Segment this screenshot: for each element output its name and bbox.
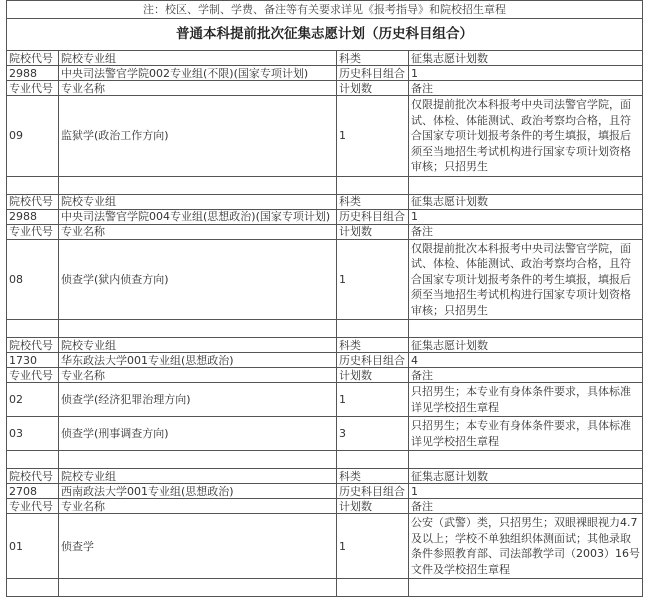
group-count: 1 [409,484,643,499]
header-school-code: 院校代号 [7,51,59,66]
header-major-count: 计划数 [337,368,409,383]
header-plan-count: 征集志愿计划数 [409,51,643,66]
major-header-row [7,81,643,96]
major-header-row [7,368,643,383]
header-major-name: 专业名称 [59,499,337,514]
major-remark: 仅限提前批次本科报考中央司法警官学院，面试、体检、体能测试、政治考察均合格，且符合国家专项计划报考条件的考生填报，填报后须至当地招生考试机构进行国家专项计划资格审核；只招男生 [409,239,643,320]
header-category: 科类 [337,469,409,484]
group-header-row [7,194,643,209]
major-name: 侦查学(狱内侦查方向) [59,239,337,320]
group-name: 西南政法大学001专业组(思想政治) [59,484,337,499]
group-code: 1730 [7,353,59,368]
header-school-group: 院校专业组 [59,194,337,209]
group-code: 2988 [7,209,59,224]
major-remark: 公安（武警）类，只招男生；双眼裸眼视力4.7及以上；学校不单独组织体测面试；其他录取条件参照教育部、司法部教学司（2003）16号文件及学校招生章程 [409,514,643,579]
header-category: 科类 [337,51,409,66]
title-row [7,19,643,51]
header-remark: 备注 [409,81,643,96]
major-header-row [7,224,643,239]
major-name: 监狱学(政治工作方向) [59,96,337,177]
header-school-group: 院校专业组 [59,338,337,353]
major-row [7,96,643,177]
header-school-code: 院校代号 [7,194,59,209]
group-row [7,66,643,81]
header-major-count: 计划数 [337,224,409,239]
header-major-code: 专业代号 [7,368,59,383]
header-remark: 备注 [409,368,643,383]
header-major-count: 计划数 [337,499,409,514]
header-major-count: 计划数 [337,81,409,96]
header-plan-count: 征集志愿计划数 [409,338,643,353]
major-code: 02 [7,383,59,417]
header-school-code: 院校代号 [7,469,59,484]
major-count: 1 [337,514,409,579]
group-header-row [7,51,643,66]
major-count: 1 [337,239,409,320]
group-row [7,209,643,224]
note-text: 注：校区、学制、学费、备注等有关要求详见《报考指导》和院校招生章程 [7,1,643,19]
major-count: 1 [337,383,409,417]
group-category: 历史科目组合 [337,353,409,368]
group-code: 2988 [7,66,59,81]
spacer-row [7,176,643,194]
header-remark: 备注 [409,224,643,239]
group-count: 4 [409,353,643,368]
major-code: 08 [7,239,59,320]
table-title: 普通本科提前批次征集志愿计划（历史科目组合） [7,19,643,51]
group-category: 历史科目组合 [337,209,409,224]
header-plan-count: 征集志愿计划数 [409,194,643,209]
major-name: 侦查学(经济犯罪治理方向) [59,383,337,417]
group-category: 历史科目组合 [337,484,409,499]
header-category: 科类 [337,338,409,353]
plan-table [6,0,643,597]
group-header-row [7,338,643,353]
group-count: 1 [409,209,643,224]
major-name: 侦查学 [59,514,337,579]
header-major-name: 专业名称 [59,224,337,239]
group-category: 历史科目组合 [337,66,409,81]
header-remark: 备注 [409,499,643,514]
header-major-code: 专业代号 [7,81,59,96]
note-row [7,1,643,19]
major-code: 09 [7,96,59,177]
header-category: 科类 [337,194,409,209]
major-remark: 只招男生；本专业有身体条件要求，具体标准详见学校招生章程 [409,383,643,417]
group-name: 中央司法警官学院002专业组(不限)(国家专项计划) [59,66,337,81]
group-count: 1 [409,66,643,81]
header-plan-count: 征集志愿计划数 [409,469,643,484]
major-row [7,417,643,451]
spacer-row [7,579,643,597]
header-major-code: 专业代号 [7,224,59,239]
header-school-code: 院校代号 [7,338,59,353]
major-row [7,383,643,417]
group-header-row [7,469,643,484]
spacer-row [7,320,643,338]
major-count: 1 [337,96,409,177]
group-name: 中央司法警官学院004专业组(思想政治)(国家专项计划) [59,209,337,224]
header-school-group: 院校专业组 [59,51,337,66]
group-row [7,353,643,368]
major-code: 03 [7,417,59,451]
group-code: 2708 [7,484,59,499]
group-row [7,484,643,499]
header-major-name: 专业名称 [59,368,337,383]
major-header-row [7,499,643,514]
major-count: 3 [337,417,409,451]
major-row [7,514,643,579]
header-major-name: 专业名称 [59,81,337,96]
header-school-group: 院校专业组 [59,469,337,484]
group-name: 华东政法大学001专业组(思想政治) [59,353,337,368]
major-name: 侦查学(刑事调查方向) [59,417,337,451]
major-code: 01 [7,514,59,579]
header-major-code: 专业代号 [7,499,59,514]
major-remark: 只招男生；本专业有身体条件要求，具体标准详见学校招生章程 [409,417,643,451]
major-row [7,239,643,320]
spacer-row [7,451,643,469]
major-remark: 仅限提前批次本科报考中央司法警官学院，面试、体检、体能测试、政治考察均合格，且符合国家专项计划报考条件的考生填报，填报后须至当地招生考试机构进行国家专项计划资格审核；只招男生 [409,96,643,177]
